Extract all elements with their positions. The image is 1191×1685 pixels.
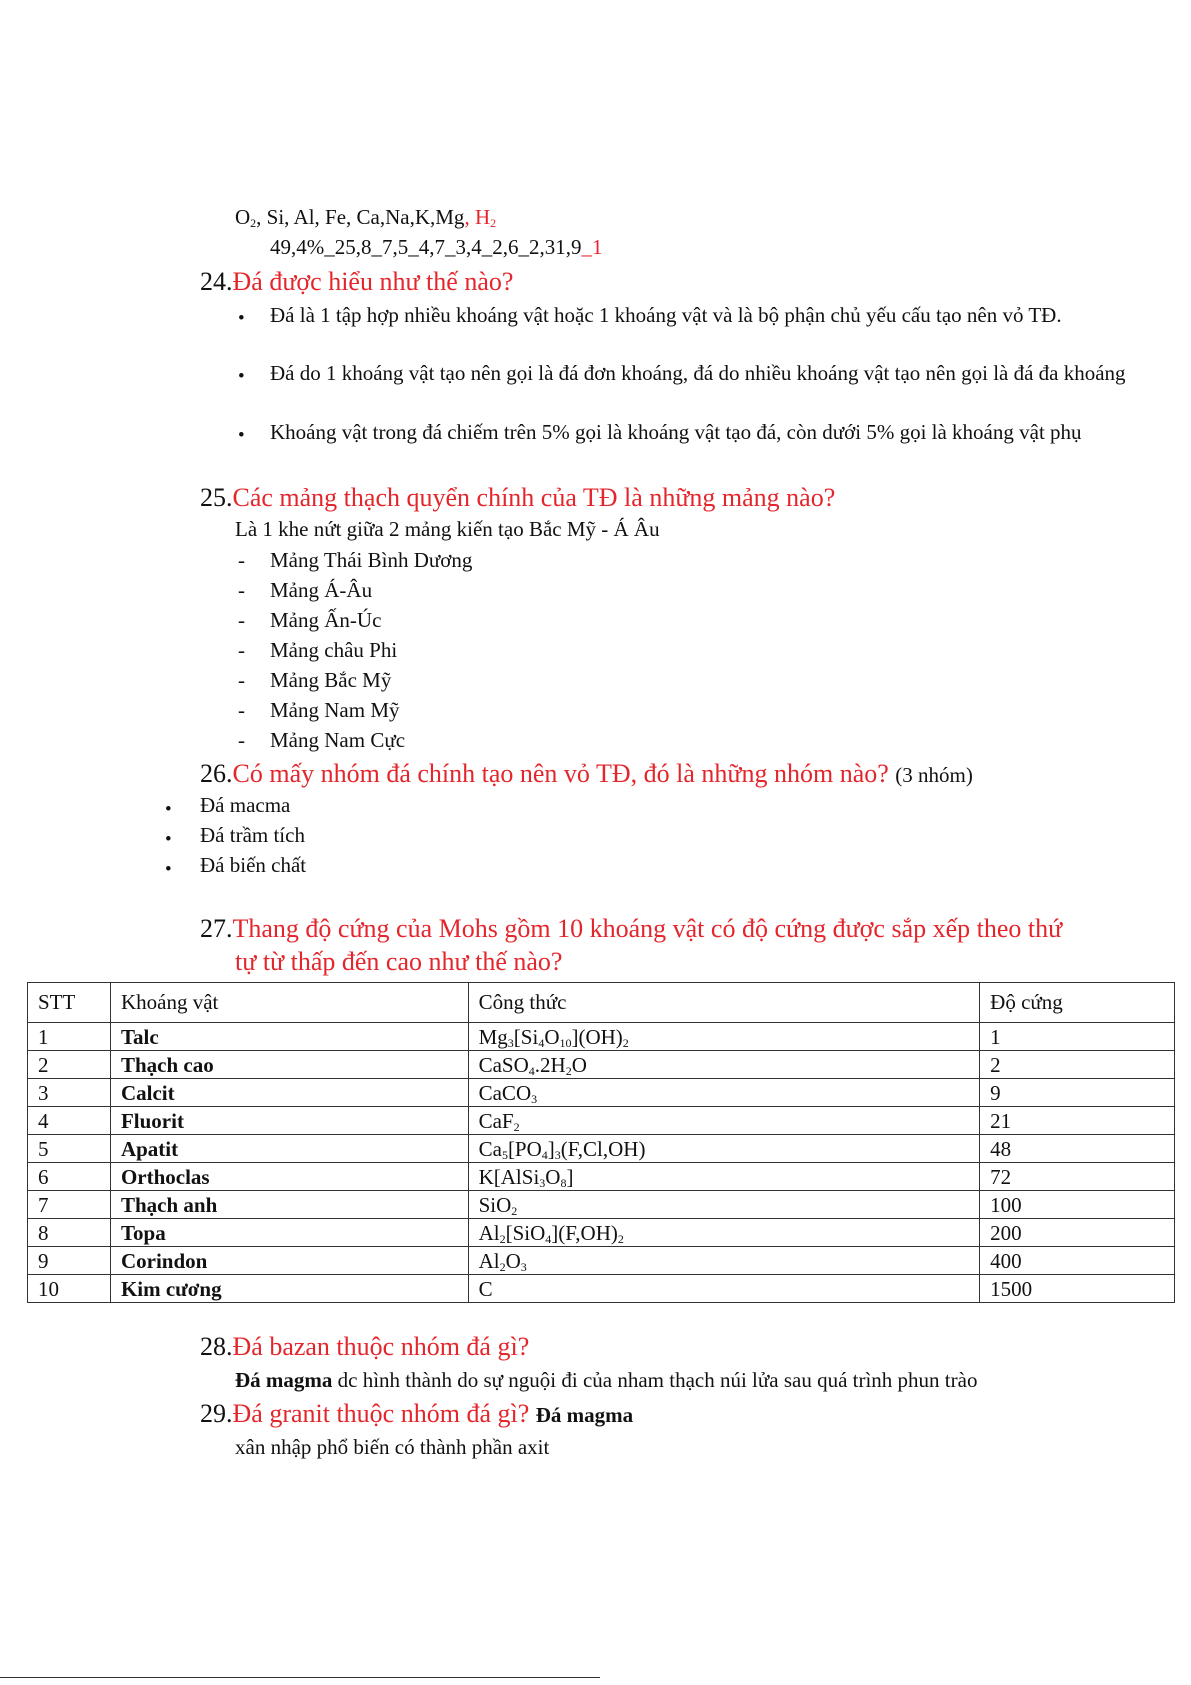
- q29-answer: xân nhập phổ biến có thành phần axit: [235, 1435, 550, 1459]
- question-27-heading: 27.Thang độ cứng của Mohs gồm 10 khoáng vật có độ cứng được sắp xếp theo thứ: [200, 914, 1063, 943]
- dash-icon: -: [238, 638, 245, 662]
- bullet-icon: •: [165, 799, 172, 820]
- table-row: 1 Talc $Mg_3[Si_4O_{10}](OH)_2$ 1: [28, 1023, 1175, 1051]
- q25-item: Mảng Nam Mỹ: [270, 698, 400, 722]
- formula-cell: $Al_2[SiO_4](F,OH)_2$: [468, 1219, 980, 1247]
- question-29-heading: 29.Đá granit thuộc nhóm đá gì? Đá magma: [200, 1399, 634, 1428]
- formula-cell: SiO$_2$: [468, 1191, 980, 1219]
- formula-cell: $Ca_5[PO_4]_3(F,Cl,OH)$: [468, 1135, 980, 1163]
- formula-cell: CaCO$_3$: [468, 1079, 980, 1107]
- table-row: 2 Thạch cao $CaSO_4.2H_2O$ 2: [28, 1051, 1175, 1079]
- formula-cell: C: [468, 1275, 980, 1303]
- bullet-icon: •: [238, 366, 245, 387]
- mohs-table: [27, 982, 1175, 1303]
- q25-item: Mảng Thái Bình Dương: [270, 548, 473, 572]
- q25-item: Mảng châu Phi: [270, 638, 398, 662]
- q25-item: Mảng Á-Âu: [270, 578, 373, 602]
- question-25-heading: 25.Các mảng thạch quyển chính của TĐ là những mảng nào?: [200, 483, 836, 512]
- q25-item: Mảng Ấn-Úc: [270, 608, 382, 632]
- q24-bullet-2: Đá do 1 khoáng vật tạo nên gọi là đá đơn khoáng, đá do nhiều khoáng vật tạo nên gọi là đá đa khoáng: [270, 361, 1126, 385]
- bullet-icon: •: [165, 859, 172, 880]
- q25-item: Mảng Bắc Mỹ: [270, 668, 392, 692]
- table-row: 4 Fluorit CaF$_2$ 21: [28, 1107, 1175, 1135]
- table-header: Công thức: [468, 983, 980, 1023]
- table-row: 8 Topa $Al_2[SiO_4](F,OH)_2$ 200: [28, 1219, 1175, 1247]
- q24-bullet-1: Đá là 1 tập hợp nhiều khoáng vật hoặc 1 khoáng vật và là bộ phận chủ yếu cấu tạo nên vỏ TĐ.: [270, 303, 1062, 327]
- question-28-heading: 28.Đá bazan thuộc nhóm đá gì?: [200, 1332, 530, 1361]
- dash-icon: -: [238, 728, 245, 752]
- table-header: Độ cứng: [980, 983, 1175, 1023]
- dash-icon: -: [238, 548, 245, 572]
- q26-bullet: Đá macma: [200, 793, 291, 817]
- page-divider: [0, 1677, 600, 1678]
- table-header-row: [28, 983, 1175, 1023]
- table-row: 5 Apatit $Ca_5[PO_4]_3(F,Cl,OH)$ 48: [28, 1135, 1175, 1163]
- formula-cell: $Al_2O_3$: [468, 1247, 980, 1275]
- table-row: 9 Corindon $Al_2O_3$ 400: [28, 1247, 1175, 1275]
- q26-bullet: Đá trầm tích: [200, 823, 305, 847]
- formula-cell: $Mg_3[Si_4O_{10}](OH)_2$: [468, 1023, 980, 1051]
- question-27-line2: tự từ thấp đến cao như thế nào?: [235, 947, 563, 976]
- dash-icon: -: [238, 608, 245, 632]
- table-row: 3 Calcit CaCO$_3$ 9: [28, 1079, 1175, 1107]
- bullet-icon: •: [165, 829, 172, 850]
- table-header: STT: [28, 983, 111, 1023]
- question-26-heading: 26.Có mấy nhóm đá chính tạo nên vỏ TĐ, đó là những nhóm nào? (3 nhóm): [200, 759, 973, 788]
- formula-cell: $K[AlSi_3O_8]$: [468, 1163, 980, 1191]
- q24-bullet-3: Khoáng vật trong đá chiếm trên 5% gọi là khoáng vật tạo đá, còn dưới 5% gọi là khoáng vật phụ: [270, 420, 1082, 444]
- dash-icon: -: [238, 578, 245, 602]
- elements-line: $O_2$, Si, Al, Fe, Ca,Na,K,Mg, $H_2$: [235, 205, 497, 230]
- q25-intro: Là 1 khe nứt giữa 2 mảng kiến tạo Bắc Mỹ - Á Âu: [235, 517, 660, 541]
- q26-bullet: Đá biến chất: [200, 853, 307, 877]
- question-24-heading: 24.Đá được hiểu như thế nào?: [200, 267, 514, 296]
- table-header: Khoáng vật: [110, 983, 468, 1023]
- bullet-icon: •: [238, 425, 245, 446]
- q25-item: Mảng Nam Cực: [270, 728, 406, 752]
- q28-answer: Đá magma dc hình thành do sự nguội đi của nham thạch núi lửa sau quá trình phun trào: [235, 1368, 978, 1392]
- formula-cell: $CaSO_4.2H_2O$: [468, 1051, 980, 1079]
- dash-icon: -: [238, 668, 245, 692]
- bullet-icon: •: [238, 308, 245, 329]
- table-row: 6 Orthoclas $K[AlSi_3O_8]$ 72: [28, 1163, 1175, 1191]
- formula-cell: CaF$_2$: [468, 1107, 980, 1135]
- dash-icon: -: [238, 698, 245, 722]
- table-row: 10 Kim cương C 1500: [28, 1275, 1175, 1303]
- percent-line: 49,4%_25,8_7,5_4,7_3,4_2,6_2,31,9_1: [270, 235, 603, 259]
- table-row: 7 Thạch anh SiO$_2$ 100: [28, 1191, 1175, 1219]
